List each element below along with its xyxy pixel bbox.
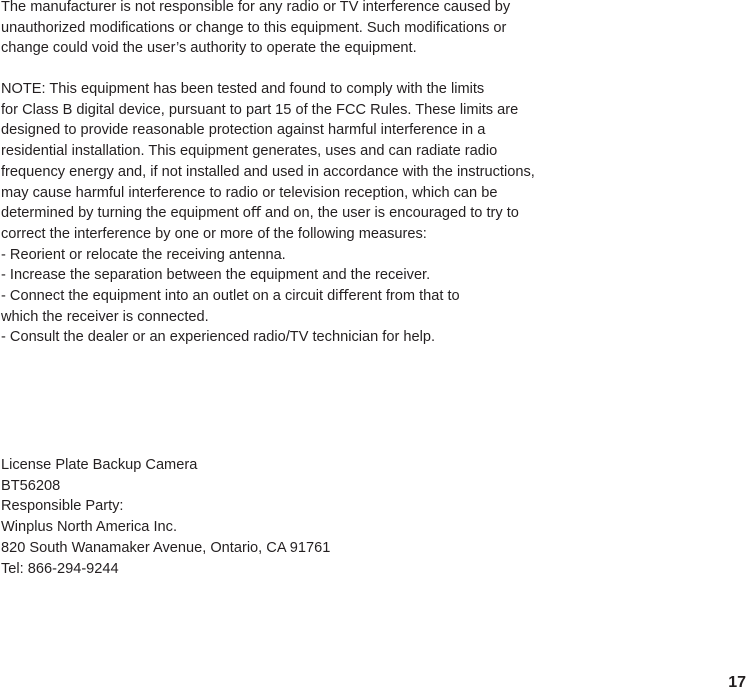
model-number: BT56208 [1,477,61,494]
measure-item: - Connect the equipment into an outlet on a circuit diﬀerent from that to [1,288,460,305]
fcc-note-paragraph [1,79,535,348]
note-line: NOTE: This equipment has been tested and found to comply with the limits [1,81,485,97]
note-line: residential installation. This equipment generates, uses and can radiate radio [1,143,498,160]
measure-item: which the receiver is connected. [1,308,209,325]
measure-item: - Reorient or relocate the receiving antenna. [1,246,286,263]
company-name: Winplus North America Inc. [1,519,177,536]
disclaimer-line: unauthorized modiﬁcations or change to this equipment. Such modiﬁcations or [1,19,507,36]
company-address: 820 South Wanamaker Avenue, Ontario, CA 91761 [1,539,331,556]
measure-item: - Increase the separation between the equipment and the receiver. [1,267,431,284]
product-name: License Plate Backup Camera [1,457,198,473]
page-number: 17 [728,674,746,691]
note-line: may cause harmful interference to radio or television reception, which can be [1,184,498,201]
note-line: correct the interference by one or more of the following measures: [1,225,427,242]
disclaimer-line: change could void the user’s authority to operate the equipment. [1,40,417,57]
note-line: designed to provide reasonable protection against harmful interference in a [1,122,486,139]
contact-block [1,455,330,579]
disclaimer-line: The manufacturer is not responsible for any radio or TV interference caused by [1,0,511,15]
measure-item: - Consult the dealer or an experienced radio/TV technician for help. [1,329,436,346]
note-line: determined by turning the equipment oﬀ and on, the user is encouraged to try to [1,205,519,222]
responsible-party-label: Responsible Party: [1,498,124,515]
note-line: for Class B digital device, pursuant to part 15 of the FCC Rules. These limits are [1,101,519,118]
note-line: frequency energy and, if not installed and used in accordance with the instructions, [1,163,535,180]
phone-number: Tel: 866-294-9244 [1,560,119,577]
disclaimer-paragraph [1,0,510,59]
